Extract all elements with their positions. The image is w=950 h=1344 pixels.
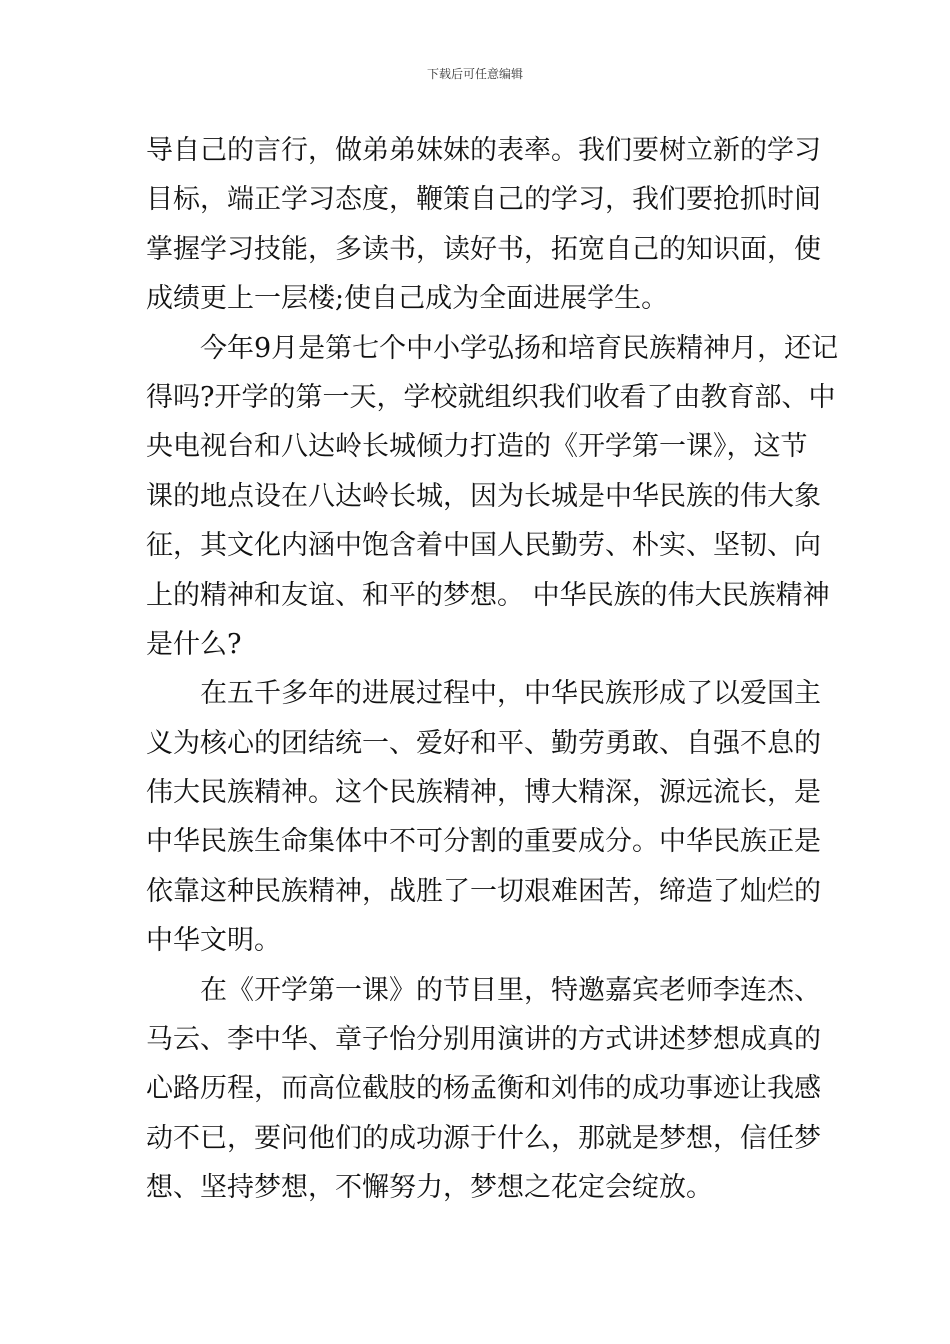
text-line: 央电视台和八达岭长城倾力打造的《开学第一课》，这节	[146, 431, 808, 463]
text-line: 课的地点设在八达岭长城，因为长城是中华民族的伟大象	[146, 480, 821, 512]
text-line: 得吗?开学的第一天，学校就组织我们收看了由教育部、中	[146, 381, 836, 413]
page-header: 下载后可任意编辑	[426, 67, 523, 81]
text-line: 依靠这种民族精神，战胜了一切艰难困苦，缔造了灿烂的	[146, 875, 821, 907]
text-line: 伟大民族精神。这个民族精神，博大精深，源远流长，是	[146, 777, 821, 809]
text-line: 心路历程，而高位截肢的杨孟衡和刘伟的成功事迹让我感	[146, 1073, 821, 1105]
paragraph-first-line: 今年9月是第七个中小学弘扬和培育民族精神月，还记	[200, 332, 839, 364]
text-line: 动不已，要问他们的成功源于什么，那就是梦想，信任梦	[146, 1122, 821, 1154]
text-line: 想、坚持梦想，不懈努力，梦想之花定会绽放。	[146, 1172, 713, 1204]
text-line: 征，其文化内涵中饱含着中国人民勤劳、朴实、坚韧、向	[146, 530, 821, 562]
text-line: 成绩更上一层楼;使自己成为全面进展学生。	[146, 283, 669, 315]
paragraph-first-line: 在五千多年的进展过程中，中华民族形成了以爱国主	[200, 678, 821, 710]
text-line: 掌握学习技能，多读书，读好书，拓宽自己的知识面，使	[146, 233, 821, 265]
paragraph-first-line: 在《开学第一课》的节目里，特邀嘉宾老师李连杰、	[200, 974, 821, 1006]
text-line: 中华民族生命集体中不可分割的重要成分。中华民族正是	[146, 826, 821, 858]
text-line: 马云、李中华、章子怡分别用演讲的方式讲述梦想成真的	[146, 1024, 821, 1056]
text-line: 义为核心的团结统一、爱好和平、勤劳勇敢、自强不息的	[146, 727, 821, 759]
text-line: 上的精神和友谊、和平的梦想。 中华民族的伟大民族精神	[146, 579, 830, 611]
text-line: 导自己的言行，做弟弟妹妹的表率。我们要树立新的学习	[146, 135, 821, 166]
text-line: 目标，端正学习态度，鞭策自己的学习，我们要抢抓时间	[146, 184, 821, 216]
document-body	[146, 126, 839, 1213]
text-line: 中华文明。	[146, 925, 281, 957]
text-line: 是什么?	[146, 628, 242, 660]
